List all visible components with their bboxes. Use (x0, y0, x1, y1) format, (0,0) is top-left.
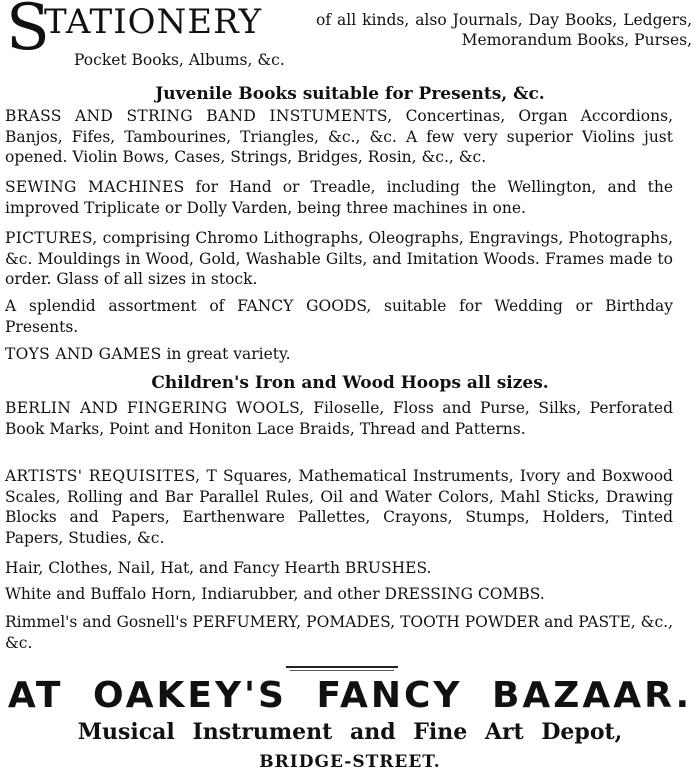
bazaar-title: AT OAKEY'S FANCY BAZAAR. (7, 675, 693, 716)
artists-requisites-lead: ARTISTS' REQUISITES, (5, 467, 201, 485)
header-line-3: Pocket Books, Albums, &c. (74, 51, 285, 69)
sewing-machines-body: for Hand or Treadle, including the Wellington, and the improved Triplicate or Dolly Varden, being three machines in one. (5, 178, 673, 217)
toys-games-lead: TOYS AND GAMES (5, 345, 162, 363)
perfumery-paragraph: Rimmel's and Gosnell's PERFUMERY, POMADES, TOOTH POWDER and PASTE, &c., &c. (5, 613, 673, 652)
brass-band-body: Concertinas, Organ Accordions, Banjos, Fifes, Tambourines, Triangles, &c., &c. A few very superior Violins just opened. Violin Bows, Cases, Strings, Bridges, Rosin, &c., &c. (5, 107, 674, 166)
pictures-body: comprising Chromo Lithographs, Oleographs, Engravings, Photographs, &c. Mouldings in Wood, Gold, Washable Gilts, and Imitation Woods. Frames made to order. Glass of all sizes in stock. (5, 229, 673, 288)
fancy-goods-paragraph: A splendid assortment of FANCY GOODS, suitable for Wedding or Birthday Presents. (5, 297, 673, 336)
artists-requisites-paragraph (5, 466, 673, 548)
stationery-heading: TATIONERY (44, 2, 263, 42)
sewing-machines-paragraph (5, 177, 673, 218)
pictures-paragraph (5, 228, 673, 290)
berlin-wools-lead: BERLIN AND FINGERING WOOLS, (5, 399, 305, 417)
berlin-wools-body: Filoselle, Floss and Purse, Silks, Perforated Book Marks, Point and Honiton Lace Braids, Thread and Patterns. (5, 399, 673, 438)
brushes-line: Hair, Clothes, Nail, Hat, and Fancy Hearth BRUSHES. (5, 559, 432, 577)
berlin-wools-paragraph (5, 398, 673, 439)
brass-band-lead: BRASS AND STRING BAND INSTUMENTS, (5, 107, 393, 125)
hoops-heading: Children's Iron and Wood Hoops all sizes. (151, 373, 549, 393)
header-description (316, 10, 692, 50)
sewing-machines-lead: SEWING MACHINES (5, 178, 185, 196)
toys-games-paragraph (5, 344, 673, 365)
artists-requisites-body: T Squares, Mathematical Instruments, Ivory and Boxwood Scales, Rolling and Bar Parallel Rules, Oil and Water Colors, Mahl Sticks, Drawing Blocks and Papers, Earthenware Pallettes, Crayons, Stumps, Holders, Tinted Papers, Studies, &c. (5, 467, 673, 547)
pictures-lead: PICTURES, (5, 229, 98, 247)
header-line-1: of all kinds, also Journals, Day Books, (316, 11, 618, 29)
header-line-2: Ledgers, Memorandum Books, Purses, (461, 11, 692, 49)
header (0, 0, 700, 75)
juvenile-books-heading: Juvenile Books suitable for Presents, &c. (155, 84, 545, 104)
brass-band-paragraph (5, 106, 673, 168)
divider-rule-thin (290, 670, 394, 671)
stationery-initial: S (6, 0, 50, 65)
combs-line: White and Buffalo Horn, Indiarubber, and other DRESSING COMBS. (5, 585, 545, 603)
toys-games-body: in great variety. (166, 345, 291, 363)
divider-rule (286, 666, 398, 668)
street-name: BRIDGE-STREET. (259, 752, 441, 772)
depot-subtitle: Musical Instrument and Fine Art Depot, (77, 719, 623, 745)
